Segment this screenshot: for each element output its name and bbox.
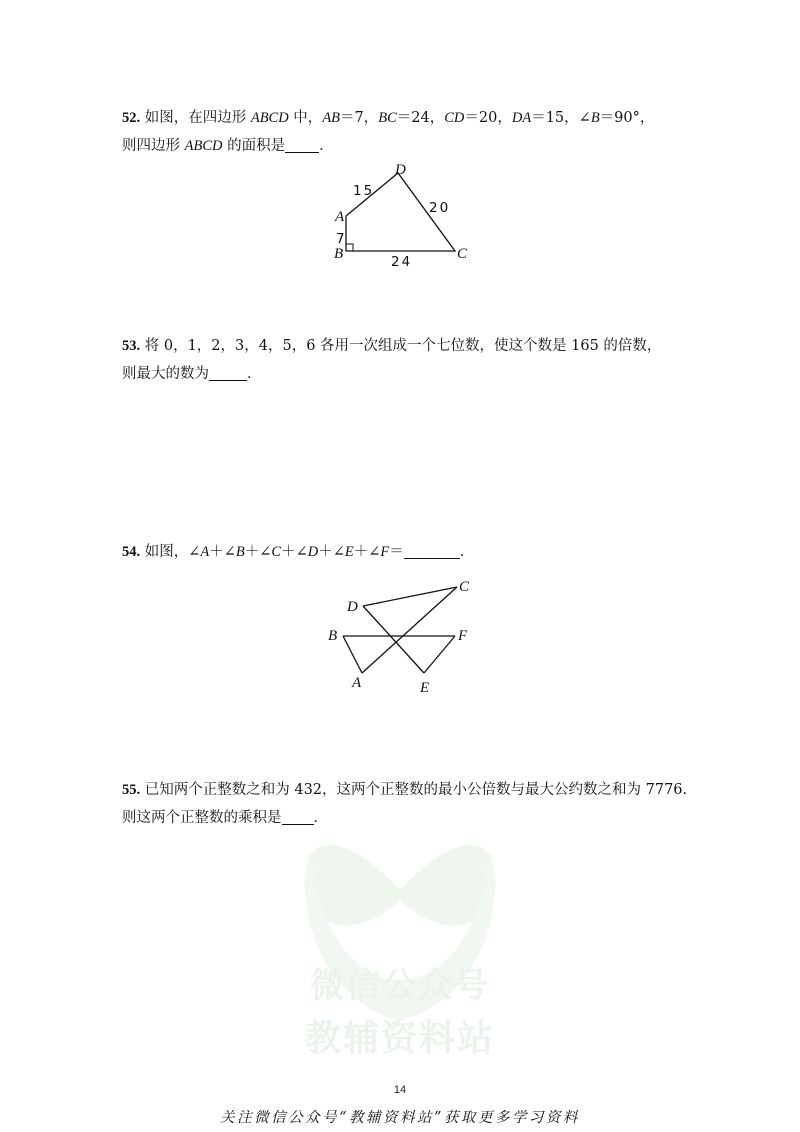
answer-blank[interactable]	[285, 136, 319, 153]
question-53-line1: 53. 将 0，1，2，3，4，5，6 各用一次组成一个七位数，使这个数是 165 的倍数，	[122, 338, 662, 354]
question-55	[122, 776, 702, 832]
right-angle-marker	[346, 244, 353, 251]
question-52	[122, 104, 702, 160]
question-55-line1: 55. 已知两个正整数之和为 432，这两个正整数的最小公倍数与最大公约数之和为 7776.	[122, 782, 688, 798]
page-number: 14	[393, 1084, 407, 1096]
vertex-label-a: A	[352, 675, 362, 691]
question-52-line2: 则四边形 ABCD 的面积是 ．	[122, 138, 334, 154]
length-label-bc: 24	[391, 254, 413, 270]
angles-abcdef-figure	[322, 575, 482, 700]
answer-blank[interactable]	[209, 364, 247, 381]
segment-ba	[343, 636, 362, 673]
vertex-label-c: C	[459, 579, 470, 595]
vertex-label-b: B	[328, 628, 338, 644]
watermark-text-line1: 微信公众号	[310, 966, 490, 1006]
question-number: 53.	[122, 338, 141, 354]
watermark-text-line2: 教辅资料站	[304, 1018, 495, 1059]
segment-cd	[363, 587, 457, 606]
question-54	[122, 538, 702, 566]
answer-blank[interactable]	[404, 542, 460, 559]
length-label-ab: 7	[336, 231, 347, 247]
answer-blank[interactable]	[282, 808, 314, 825]
quadrilateral-abcd-figure	[325, 160, 475, 270]
question-52-line1: 52. 如图，在四边形 ABCD 中，AB＝7，BC＝24，CD＝20，DA＝15，∠B＝90°，	[122, 110, 655, 126]
vertex-label-d: D	[395, 162, 406, 178]
vertex-label-f: F	[458, 628, 468, 644]
question-53-line2: 则最大的数为 ．	[122, 366, 262, 382]
segment-ef	[424, 636, 455, 673]
vertex-label-b: B	[334, 246, 344, 262]
question-53	[122, 332, 702, 388]
question-number: 52.	[122, 110, 141, 126]
question-54-line1: 54. 如图，∠A＋∠B＋∠C＋∠D＋∠E＋∠F＝ ．	[122, 544, 475, 560]
length-label-da: 15	[353, 183, 375, 199]
vertex-label-a: A	[335, 209, 345, 225]
segment-ac	[362, 587, 457, 673]
vertex-label-d: D	[347, 599, 358, 615]
question-number: 55.	[122, 782, 141, 798]
question-55-line2: 则这两个正整数的乘积是 ．	[122, 810, 328, 826]
length-label-cd: 20	[429, 200, 451, 216]
footer-promo-text: 关注微信公众号“教辅资料站”获取更多学习资料	[220, 1110, 580, 1126]
question-number: 54.	[122, 544, 141, 560]
vertex-label-c: C	[457, 246, 468, 262]
vertex-label-e: E	[420, 680, 430, 696]
